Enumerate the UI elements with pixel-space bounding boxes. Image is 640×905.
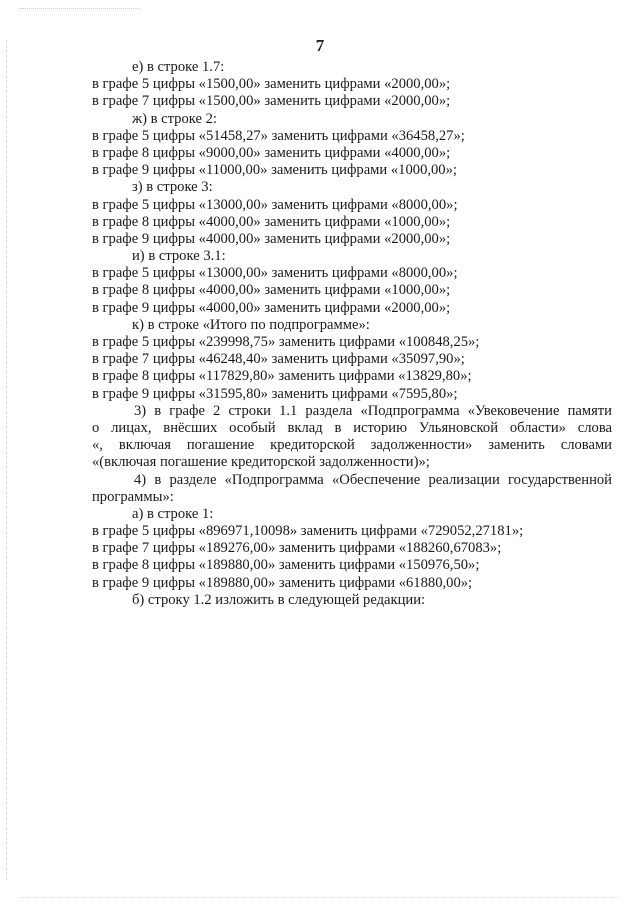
amendment-line: в графе 7 цифры «189276,00» заменить цифрами «188260,67083»; xyxy=(92,540,502,557)
paragraph-3-line: «(включая погашение кредиторской задолженности)»; xyxy=(92,454,430,471)
document-body xyxy=(92,59,612,609)
amendment-line: в графе 5 цифры «1500,00» заменить цифрами «2000,00»; xyxy=(92,76,451,93)
amendment-line: в графе 5 цифры «51458,27» заменить цифрами «36458,27»; xyxy=(92,127,465,144)
page-number: 7 xyxy=(315,36,325,55)
item-i-heading: и) в строке 3.1: xyxy=(132,248,226,265)
paragraph-4-line: программы»: xyxy=(92,488,174,505)
paragraph-3-line: о лицах, внёсших особый вклад в историю Ульяновской области» слова xyxy=(92,419,612,436)
amendment-line: в графе 5 цифры «239998,75» заменить цифрами «100848,25»; xyxy=(92,334,480,350)
amendment-line: в графе 9 цифры «189880,00» заменить цифрами «61880,00»; xyxy=(92,574,473,591)
amendment-line: в графе 8 цифры «9000,00» заменить цифрами «4000,00»; xyxy=(92,144,451,161)
amendment-line: в графе 8 цифры «117829,80» заменить цифрами «13829,80»; xyxy=(92,368,472,385)
scan-artifact-bottom xyxy=(20,897,620,899)
paragraph-3-line: «, включая погашение кредиторской задолженности» заменить словами xyxy=(92,437,612,454)
scan-artifact-left-edge xyxy=(6,40,8,880)
scan-artifact-top xyxy=(20,8,140,10)
item-k-heading: к) в строке «Итого по подпрограмме»: xyxy=(132,316,370,333)
amendment-line: в графе 7 цифры «46248,40» заменить цифрами «35097,90»; xyxy=(92,351,465,368)
item-e-heading: е) в строке 1.7: xyxy=(132,59,225,75)
paragraph-4-line: 4) в разделе «Подпрограмма «Обеспечение реализации государственной xyxy=(134,471,612,488)
item-b-heading: б) строку 1.2 изложить в следующей редакции: xyxy=(132,591,426,608)
amendment-line: в графе 8 цифры «189880,00» заменить цифрами «150976,50»; xyxy=(92,557,480,574)
amendment-line: в графе 5 цифры «896971,10098» заменить цифрами «729052,27181»; xyxy=(92,523,524,540)
amendment-line: в графе 9 цифры «31595,80» заменить цифрами «7595,80»; xyxy=(92,385,458,402)
item-zh-heading: ж) в строке 2: xyxy=(132,110,217,127)
amendment-line: в графе 9 цифры «4000,00» заменить цифрами «2000,00»; xyxy=(92,299,451,316)
amendment-line: в графе 8 цифры «4000,00» заменить цифрами «1000,00»; xyxy=(92,213,451,230)
amendment-line: в графе 5 цифры «13000,00» заменить цифрами «8000,00»; xyxy=(92,265,458,282)
amendment-line: в графе 9 цифры «4000,00» заменить цифрами «2000,00»; xyxy=(92,230,451,247)
item-z-heading: з) в строке 3: xyxy=(132,179,213,196)
amendment-line: в графе 9 цифры «11000,00» заменить цифрами «1000,00»; xyxy=(92,162,457,179)
amendment-line: в графе 8 цифры «4000,00» заменить цифрами «1000,00»; xyxy=(92,282,451,299)
amendment-line: в графе 5 цифры «13000,00» заменить цифрами «8000,00»; xyxy=(92,196,458,213)
item-a-heading: а) в строке 1: xyxy=(132,505,214,522)
paragraph-3-line: 3) в графе 2 строки 1.1 раздела «Подпрограмма «Увековечение памяти xyxy=(134,402,612,419)
amendment-line: в графе 7 цифры «1500,00» заменить цифрами «2000,00»; xyxy=(92,93,451,110)
